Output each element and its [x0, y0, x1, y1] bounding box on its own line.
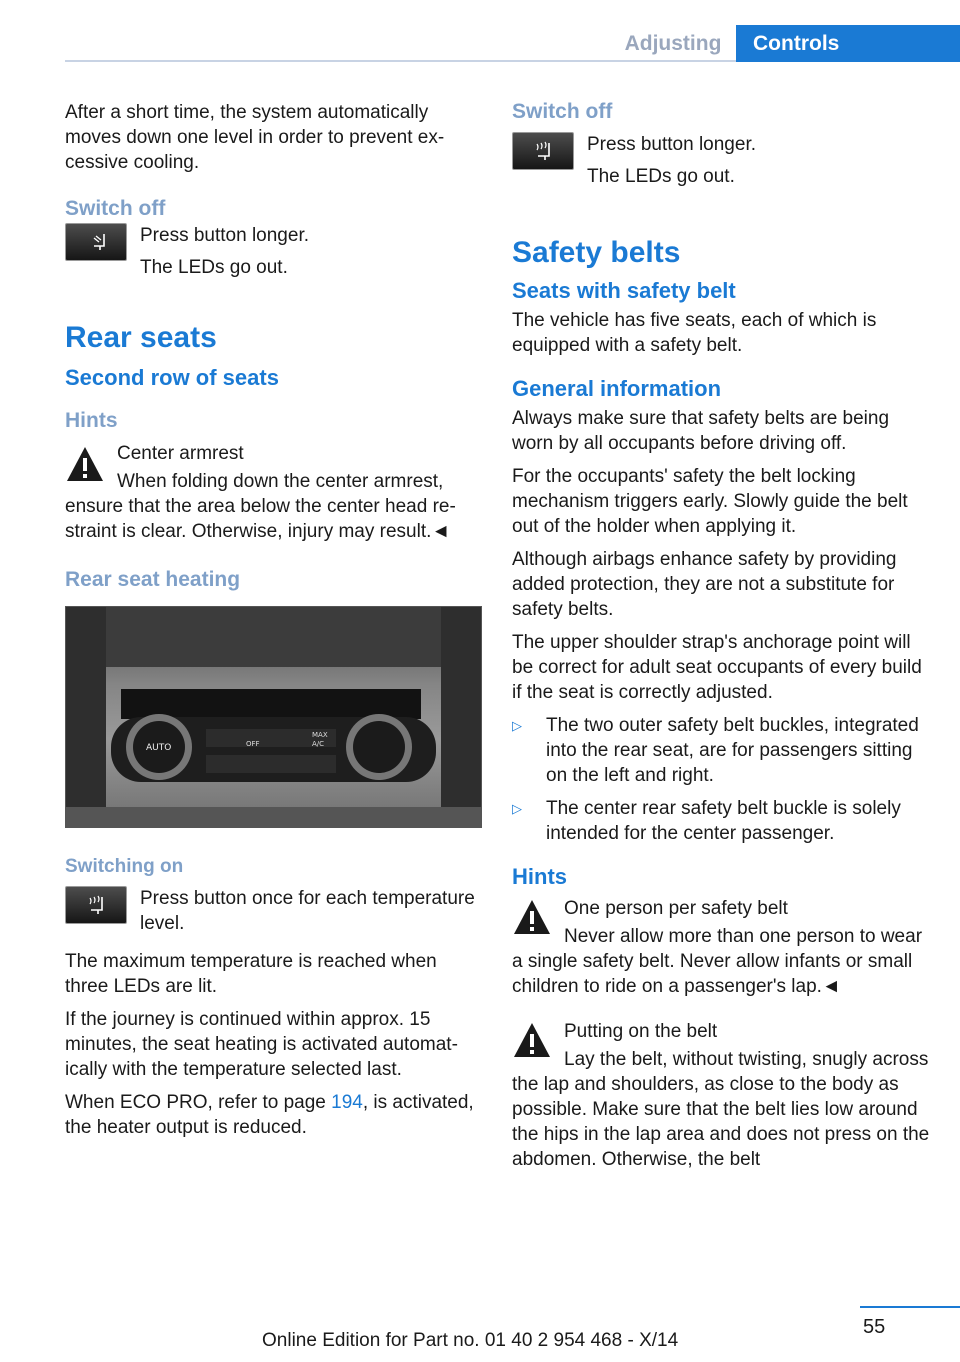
seats-with-belt-heading: Seats with safety belt — [512, 278, 736, 303]
warning-text: Never allow more than one person to wear a single safety belt. Never allow infants or small children to ride on a passenger's lap.◄ — [512, 926, 923, 997]
page-number: 55 — [863, 1316, 886, 1338]
switching-on-heading: Switching on — [65, 856, 184, 877]
bullet-triangle-icon: ▷ — [512, 801, 522, 816]
switching-on-step: Press button once for each temperature level. — [140, 888, 475, 934]
switching-on-instruction — [65, 886, 480, 943]
switch-off-instruction — [65, 223, 480, 287]
rear-seats-heading: Rear seats — [65, 321, 217, 354]
rear-climate-panel-photo — [65, 606, 482, 828]
ac-label: A/C — [312, 740, 325, 748]
rear-seat-heating-heading: Rear seat heating — [65, 568, 241, 591]
switch-off-step-right: Press button longer. — [587, 134, 756, 155]
edition-footer: Online Edition for Part no. 01 40 2 954 468 - X/14 — [262, 1330, 679, 1351]
switch-off-heading: Switch off — [65, 197, 166, 220]
list-item: ▷ The center rear safety belt buckle is solely intended for the center passenger. — [512, 798, 901, 844]
max-label: MAX — [312, 731, 328, 739]
switch-off-result-right: The LEDs go out. — [587, 166, 735, 187]
occupants-paragraph: For the occupants' safety the belt locking mechanism triggers early. Slowly guide the belt out of the holder when applying it. — [512, 466, 908, 537]
max-temp-paragraph: The maximum temperature is reached when three LEDs are lit. — [65, 951, 437, 997]
warning-title: Center armrest — [117, 443, 244, 464]
shoulder-paragraph: The upper shoulder strap's anchorage point will be correct for adult seat occupants of every build if the seat is correctly adjusted. — [512, 632, 922, 703]
airbags-paragraph: Although airbags enhance safety by providing added protection, they are not a substitute for safety belts. — [512, 549, 897, 620]
hints-heading-right: Hints — [512, 864, 567, 889]
footer-rule — [860, 1306, 960, 1308]
seat-heating-button-icon — [65, 886, 127, 924]
switch-off-result: The LEDs go out. — [140, 257, 288, 278]
eco-pro-paragraph: When ECO PRO, refer to page 194, is activated, the heater output is reduced. — [65, 1092, 474, 1138]
warning-text: When folding down the center armrest, ensure that the area below the center head restraint is clear. Otherwise, injury may result.◄ — [65, 471, 456, 542]
warning-one-person — [512, 894, 932, 999]
safety-belts-heading: Safety belts — [512, 236, 681, 269]
always-paragraph: Always make sure that safety belts are being worn by all occupants before driving off. — [512, 408, 890, 454]
journey-paragraph: If the journey is continued within approx. 15 minutes, the seat heating is activated automatically with the temperature selected last. — [65, 1009, 458, 1080]
warning-center-armrest — [65, 441, 480, 544]
general-info-heading: General information — [512, 376, 722, 401]
right-column — [512, 100, 932, 1180]
switch-off-instruction-right — [512, 132, 932, 196]
second-row-heading: Second row of seats — [65, 365, 279, 390]
switch-off-heading-right: Switch off — [512, 100, 613, 123]
header-tab-adjusting[interactable]: Adjusting — [624, 32, 722, 55]
intro-paragraph: After a short time, the system automatically moves down one level in order to prevent excessive cooling. — [65, 102, 445, 173]
warning-triangle-icon — [512, 1021, 552, 1059]
hints-heading-left: Hints — [65, 409, 118, 432]
five-seats-paragraph: The vehicle has five seats, each of which is equipped with a safety belt. — [512, 310, 877, 356]
warning-title: Putting on the belt — [564, 1021, 718, 1042]
seat-ventilation-button-icon — [65, 223, 127, 261]
page-194-link[interactable]: 194 — [331, 1092, 363, 1113]
auto-label: AUTO — [146, 743, 172, 753]
switch-off-step: Press button longer. — [140, 225, 309, 246]
warning-text: Lay the belt, without twisting, snugly across the lap and shoulders, as close to the body as possible. Make sure that the belt lies low around the hips in the lap area and does not press on the abdomen. Otherwise, the belt — [512, 1049, 930, 1170]
warning-triangle-icon — [65, 445, 105, 483]
off-label: OFF — [246, 740, 260, 748]
warning-triangle-icon — [512, 898, 552, 936]
seat-heating-button-icon — [512, 132, 574, 170]
header-tab-controls[interactable]: Controls — [736, 25, 960, 62]
list-item: ▷ The two outer safety belt buckles, integrated into the rear seat, are for passengers sitting on the left and right. — [512, 715, 919, 786]
bullet-triangle-icon: ▷ — [512, 718, 522, 733]
left-column — [65, 100, 480, 1148]
warning-putting-on-belt — [512, 1017, 932, 1172]
warning-title: One person per safety belt — [564, 898, 788, 919]
